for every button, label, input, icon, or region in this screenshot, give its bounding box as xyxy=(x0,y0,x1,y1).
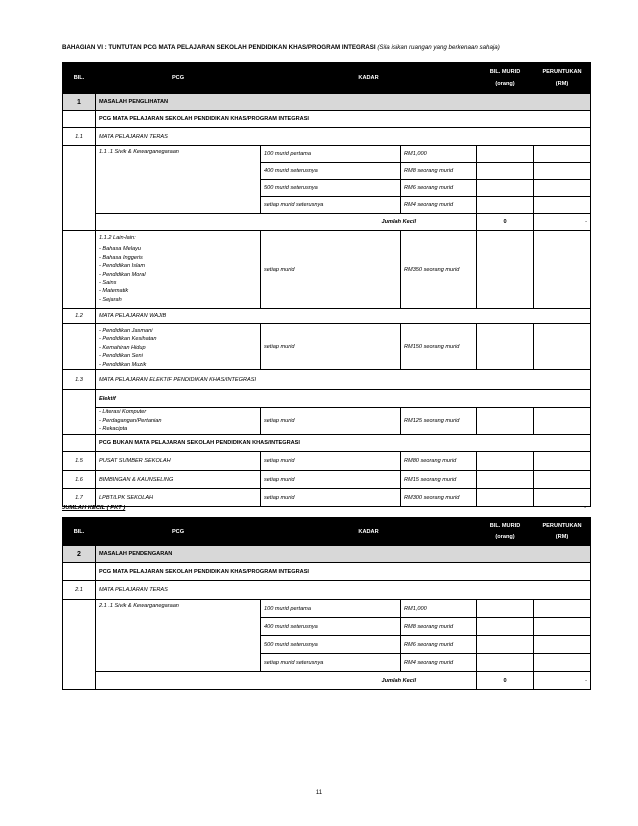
subsection-row xyxy=(63,563,591,581)
list-item: - Pendidikan Islam xyxy=(99,263,146,270)
list-item: - Perdagangan/Pertanian xyxy=(99,417,162,424)
peruntukan-cell[interactable] xyxy=(534,408,591,435)
header-pcg: PCG xyxy=(96,518,261,546)
list-item: - Rekacipta xyxy=(99,426,128,433)
rate-value: RM6 seorang murid xyxy=(401,636,477,654)
table-row xyxy=(63,452,591,471)
subtotal-rm: - xyxy=(534,214,591,231)
peruntukan-cell[interactable] xyxy=(534,163,591,180)
row-label: BIMBINGAN & KAUNSELING xyxy=(96,471,261,489)
section-total-value: - xyxy=(584,505,586,511)
page-title xyxy=(62,44,500,51)
peruntukan-cell[interactable] xyxy=(534,452,591,471)
row-number: 2.1 xyxy=(63,581,96,600)
list-item: - Pendidikan Kesihatan xyxy=(99,336,157,343)
rate-value: RM350 seorang murid xyxy=(401,231,477,309)
header-murid-label: BIL. MURID xyxy=(489,69,521,75)
row-number: 1.7 xyxy=(63,489,96,507)
murid-cell[interactable] xyxy=(477,618,534,636)
peruntukan-cell[interactable] xyxy=(534,471,591,489)
rate-desc: setiap murid xyxy=(261,231,401,309)
section-total-label: JUMLAH KECIL ( PKT ) xyxy=(62,505,126,511)
claim-table-2 xyxy=(62,517,591,690)
list-item: - Literasi Komputer xyxy=(99,409,147,416)
rate-value: RM300 seorang murid xyxy=(401,489,477,507)
rate-desc: setiap murid xyxy=(261,471,401,489)
section-row xyxy=(63,94,591,111)
subsection-title: PCG BUKAN MATA PELAJARAN SEKOLAH PENDIDIKAN KHAS/INTEGRASI xyxy=(96,435,591,452)
rate-value: RM80 seorang murid xyxy=(401,452,477,471)
section-title: MASALAH PENGLIHATAN xyxy=(96,94,591,111)
header-murid-unit: (orang) xyxy=(495,534,515,540)
row-label: LPBT/LPK SEKOLAH xyxy=(96,489,261,507)
subtotal-row xyxy=(63,672,591,690)
wajib-subjects xyxy=(96,324,261,370)
rate-desc: 500 murid seterusnya xyxy=(261,636,401,654)
list-item: - Sains xyxy=(99,280,117,287)
subtotal-murid: 0 xyxy=(477,672,534,690)
subsection-title: PCG MATA PELAJARAN SEKOLAH PENDIDIKAN KHAS/PROGRAM INTEGRASI xyxy=(96,563,591,581)
header-peruntukan xyxy=(534,63,591,94)
elektif-subjects xyxy=(96,408,261,435)
list-item: - Pendidikan Jasmani xyxy=(99,328,153,334)
peruntukan-cell[interactable] xyxy=(534,324,591,370)
title-note: (Sila isikan ruangan yang berkenaan sahaja) xyxy=(377,44,500,51)
rate-value: RM1,000 xyxy=(401,146,477,163)
civic-label: 2.1 .1 Sivik & Kewarganegaraan xyxy=(96,600,261,672)
row-label: MATA PELAJARAN TERAS xyxy=(96,581,591,600)
murid-cell[interactable] xyxy=(477,180,534,197)
civic-label: 1.1 .1 Sivik & Kewarganegaraan xyxy=(96,146,261,214)
header-kadar: KADAR xyxy=(261,63,477,94)
rate-desc: 400 murid seterusnya xyxy=(261,618,401,636)
peruntukan-cell[interactable] xyxy=(534,180,591,197)
list-item: - Bahasa Melayu xyxy=(99,246,141,253)
other-subjects xyxy=(96,231,261,309)
table-header xyxy=(63,63,591,94)
rate-desc: setiap murid xyxy=(261,324,401,370)
rate-value: RM8 seorang murid xyxy=(401,163,477,180)
header-peruntukan xyxy=(534,518,591,546)
table-row xyxy=(63,309,591,324)
row-number: 1.5 xyxy=(63,452,96,471)
row-label: PUSAT SUMBER SEKOLAH xyxy=(96,452,261,471)
title-main: BAHAGIAN VI : TUNTUTAN PCG MATA PELAJARAN SEKOLAH PENDIDIKAN KHAS/PROGRAM INTEGRASI xyxy=(62,44,376,51)
murid-cell[interactable] xyxy=(477,146,534,163)
rate-desc: setiap murid xyxy=(261,408,401,435)
claim-table-1 xyxy=(62,62,591,507)
rate-desc: setiap murid xyxy=(261,489,401,507)
subsection-row xyxy=(63,111,591,128)
row-label: MATA PELAJARAN TERAS xyxy=(96,128,591,146)
rate-desc: setiap murid xyxy=(261,452,401,471)
header-murid-unit: (orang) xyxy=(495,81,515,87)
header-peruntukan-unit: (RM) xyxy=(555,81,569,87)
list-item: - Matematik xyxy=(99,288,129,295)
rate-desc: 500 murid seterusnya xyxy=(261,180,401,197)
murid-cell[interactable] xyxy=(477,471,534,489)
list-item: - Pendidikan Seni xyxy=(99,353,143,360)
murid-cell[interactable] xyxy=(477,600,534,618)
row-number: 1.1 xyxy=(63,128,96,146)
table-row xyxy=(63,581,591,600)
header-peruntukan-label: PERUNTUKAN xyxy=(542,523,582,529)
peruntukan-cell[interactable] xyxy=(534,197,591,214)
peruntukan-cell[interactable] xyxy=(534,636,591,654)
rate-value: RM150 seorang murid xyxy=(401,324,477,370)
rate-value: RM4 seorang murid xyxy=(401,197,477,214)
list-item: - Kemahiran Hidup xyxy=(99,344,146,351)
row-label: MATA PELAJARAN WAJIB xyxy=(96,309,591,324)
subtotal-row xyxy=(63,214,591,231)
subtotal-rm: - xyxy=(534,672,591,690)
subtotal-label: Jumlah Kecil xyxy=(96,214,477,231)
rate-value: RM1,000 xyxy=(401,600,477,618)
row-number: 1.6 xyxy=(63,471,96,489)
subtotal-murid: 0 xyxy=(477,214,534,231)
rate-desc: 400 murid seterusnya xyxy=(261,163,401,180)
murid-cell[interactable] xyxy=(477,636,534,654)
table-row xyxy=(63,370,591,390)
section-total xyxy=(62,503,590,515)
subsection-title: PCG MATA PELAJARAN SEKOLAH PENDIDIKAN KHAS/PROGRAM INTEGRASI xyxy=(96,111,591,128)
table-row xyxy=(63,231,591,309)
rate-value: RM8 seorang murid xyxy=(401,618,477,636)
murid-cell[interactable] xyxy=(477,163,534,180)
other-label: 1.1.2 Lain-lain: xyxy=(99,235,136,241)
murid-cell[interactable] xyxy=(477,654,534,672)
elektif-label: Elektif xyxy=(96,390,591,408)
header-peruntukan-label: PERUNTUKAN xyxy=(542,69,582,75)
rate-desc: 100 murid pertama xyxy=(261,600,401,618)
table-row xyxy=(63,408,591,435)
section-number: 2 xyxy=(63,546,96,563)
rate-value: RM125 seorang murid xyxy=(401,408,477,435)
section-row xyxy=(63,546,591,563)
section-number: 1 xyxy=(63,94,96,111)
table-row xyxy=(63,471,591,489)
table-row xyxy=(63,600,591,618)
header-peruntukan-unit: (RM) xyxy=(555,534,569,540)
peruntukan-cell[interactable] xyxy=(534,600,591,618)
header-murid xyxy=(477,63,534,94)
murid-cell[interactable] xyxy=(477,408,534,435)
rate-value: RM4 seorang murid xyxy=(401,654,477,672)
rate-desc: setiap murid seterusnya xyxy=(261,197,401,214)
header-pcg: PCG xyxy=(96,63,261,94)
table-row xyxy=(63,146,591,163)
table-row xyxy=(63,128,591,146)
header-kadar: KADAR xyxy=(261,518,477,546)
list-item: - Bahasa Inggeris xyxy=(99,254,143,261)
header-murid-label: BIL. MURID xyxy=(489,523,521,529)
page-number: 11 xyxy=(315,790,323,796)
list-item: - Pendidikan Muzik xyxy=(99,361,147,368)
rate-value: RM6 seorang murid xyxy=(401,180,477,197)
subsection-row xyxy=(63,435,591,452)
row-number: 1.2 xyxy=(63,309,96,324)
peruntukan-cell[interactable] xyxy=(534,231,591,309)
murid-cell[interactable] xyxy=(477,197,534,214)
rate-desc: 100 murid pertama xyxy=(261,146,401,163)
header-bil: BIL. xyxy=(63,63,96,94)
rate-value: RM15 seorang murid xyxy=(401,471,477,489)
peruntukan-cell[interactable] xyxy=(534,618,591,636)
section-title: MASALAH PENDENGARAN xyxy=(96,546,591,563)
peruntukan-cell[interactable] xyxy=(534,654,591,672)
rate-desc: setiap murid seterusnya xyxy=(261,654,401,672)
row-label: MATA PELAJARAN ELEKTIF PENDIDIKAN KHAS/INTEGRASI xyxy=(96,370,591,390)
murid-cell[interactable] xyxy=(477,324,534,370)
list-item: - Pendidikan Moral xyxy=(99,271,146,278)
murid-cell[interactable] xyxy=(477,452,534,471)
table-header xyxy=(63,518,591,546)
list-item: - Sejarah xyxy=(99,296,122,303)
murid-cell[interactable] xyxy=(477,231,534,309)
table-row xyxy=(63,324,591,370)
table-row xyxy=(63,390,591,408)
subtotal-label: Jumlah Kecil xyxy=(96,672,477,690)
header-murid xyxy=(477,518,534,546)
header-bil: BIL. xyxy=(63,518,96,546)
peruntukan-cell[interactable] xyxy=(534,146,591,163)
row-number: 1.3 xyxy=(63,370,96,390)
